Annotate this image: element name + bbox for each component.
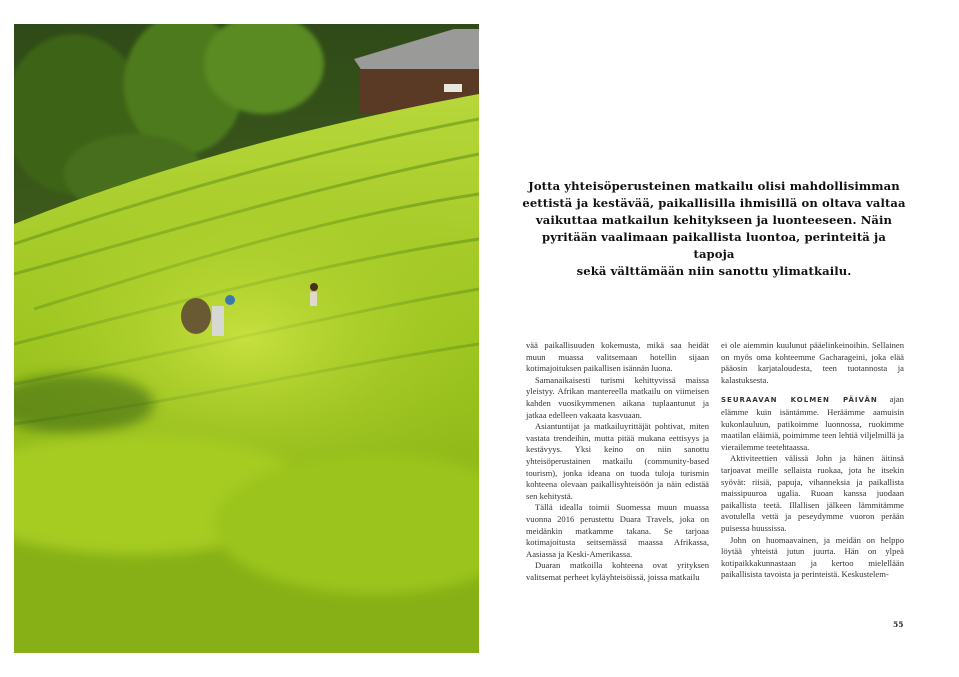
- pull-quote-line: eettistä ja kestävää, paikallisilla ihmisillä on oltava valtaa: [522, 196, 906, 210]
- pull-quote-line: vaikuttaa matkailun kehitykseen ja luonteeseen. Näin: [535, 213, 893, 227]
- pull-quote-line: pyritään vaalimaan paikallista luontoa, perinteitä ja tapoja: [542, 230, 886, 261]
- paragraph: Duaran matkoilla kohteena ovat yrityksen valitsemat perheet kyläyhteisöissä, joissa matkailu: [526, 560, 709, 582]
- pull-quote: [522, 178, 906, 280]
- section-lead-paragraph: [721, 394, 904, 453]
- tea-plantation-photo: [14, 24, 479, 653]
- paragraph: ei ole aiemmin kuulunut pääelinkeinoihin. Sellainen on myös oma kohteemme Gacharageini, joka elää pääosin karjataloudesta, teen tuotannosta ja kalastuksesta.: [721, 340, 904, 385]
- page-number: 55: [893, 620, 904, 629]
- pull-quote-line: sekä välttämään niin sanottu ylimatkailu.: [576, 264, 852, 278]
- pull-quote-line: Jotta yhteisöperusteinen matkailu olisi mahdollisimman: [528, 179, 900, 193]
- paragraph: Samanaikaisesti turismi kehittyvissä maissa yleistyy. Afrikan mantereella matkailu on viimeisen kahden vuosikymmenen aikana tuplaantunut ja jatkaa edelleen vakaata kasvuaan.: [526, 374, 709, 420]
- section-lead-in: SEURAAVAN KOLMEN PÄIVÄN: [721, 396, 878, 405]
- body-column-1: [526, 340, 709, 583]
- paragraph: vää paikallisuuden kokemusta, mikä saa heidät muun muassa valitsemaan hotellin sijaan kotimajoituksen paikallisen isännän luona.: [526, 340, 709, 374]
- body-column-2: [721, 340, 904, 581]
- paragraph: Aktiviteettien välissä John ja hänen äitinsä tarjoavat meille sellaista ruokaa, jota he itsekin syövät: riisiä, papuja, vihanneksia ja paikallista maissipuuroa ugalia. Ruoan kanssa juodaan paikallista teetä. Illallisen jälkeen lämmitämme avotulella vettä ja peseydymme vuoron perään puisessa huussissa.: [721, 453, 904, 533]
- paragraph: Asiantuntijat ja matkailuyrittäjät pohtivat, miten vastata trendeihin, mutta pitää mukana eettisyys ja kestävyys. Yksi keino on niin sanottu yhteisöperustainen matkailu (community-based tourism), jonka ideana on tuoda tuloja turismin kohteena olevaan paikallisyhteisöön ja näin edistää sen kehitystä.: [526, 421, 709, 501]
- paragraph: Tällä idealla toimii Suomessa muun muassa vuonna 2016 perustettu Duara Travels, joka on meidänkin matkamme takana. Se tarjoaa kotimajoitusta seitsemässä maassa Afrikassa, Aasiassa ja Keski-Amerikassa.: [526, 502, 709, 559]
- paragraph: John on huomaavainen, ja meidän on helppo löytää yhteistä jutun juurta. Hän on ylpeä kotipaikkakunnastaan ja kertoo mielellään paikallisista tavoista ja perinteistä. Keskustelem-: [721, 534, 904, 580]
- section-lead-text: ajan elämme kuin isäntämme. Heräämme aamuisin kukonlauluun, patikoimme luonnossa, ruokimme maatilan eläimiä, poimimme teen lehtiä viljelmillä ja vierailemme teetehtaassa.: [721, 394, 904, 452]
